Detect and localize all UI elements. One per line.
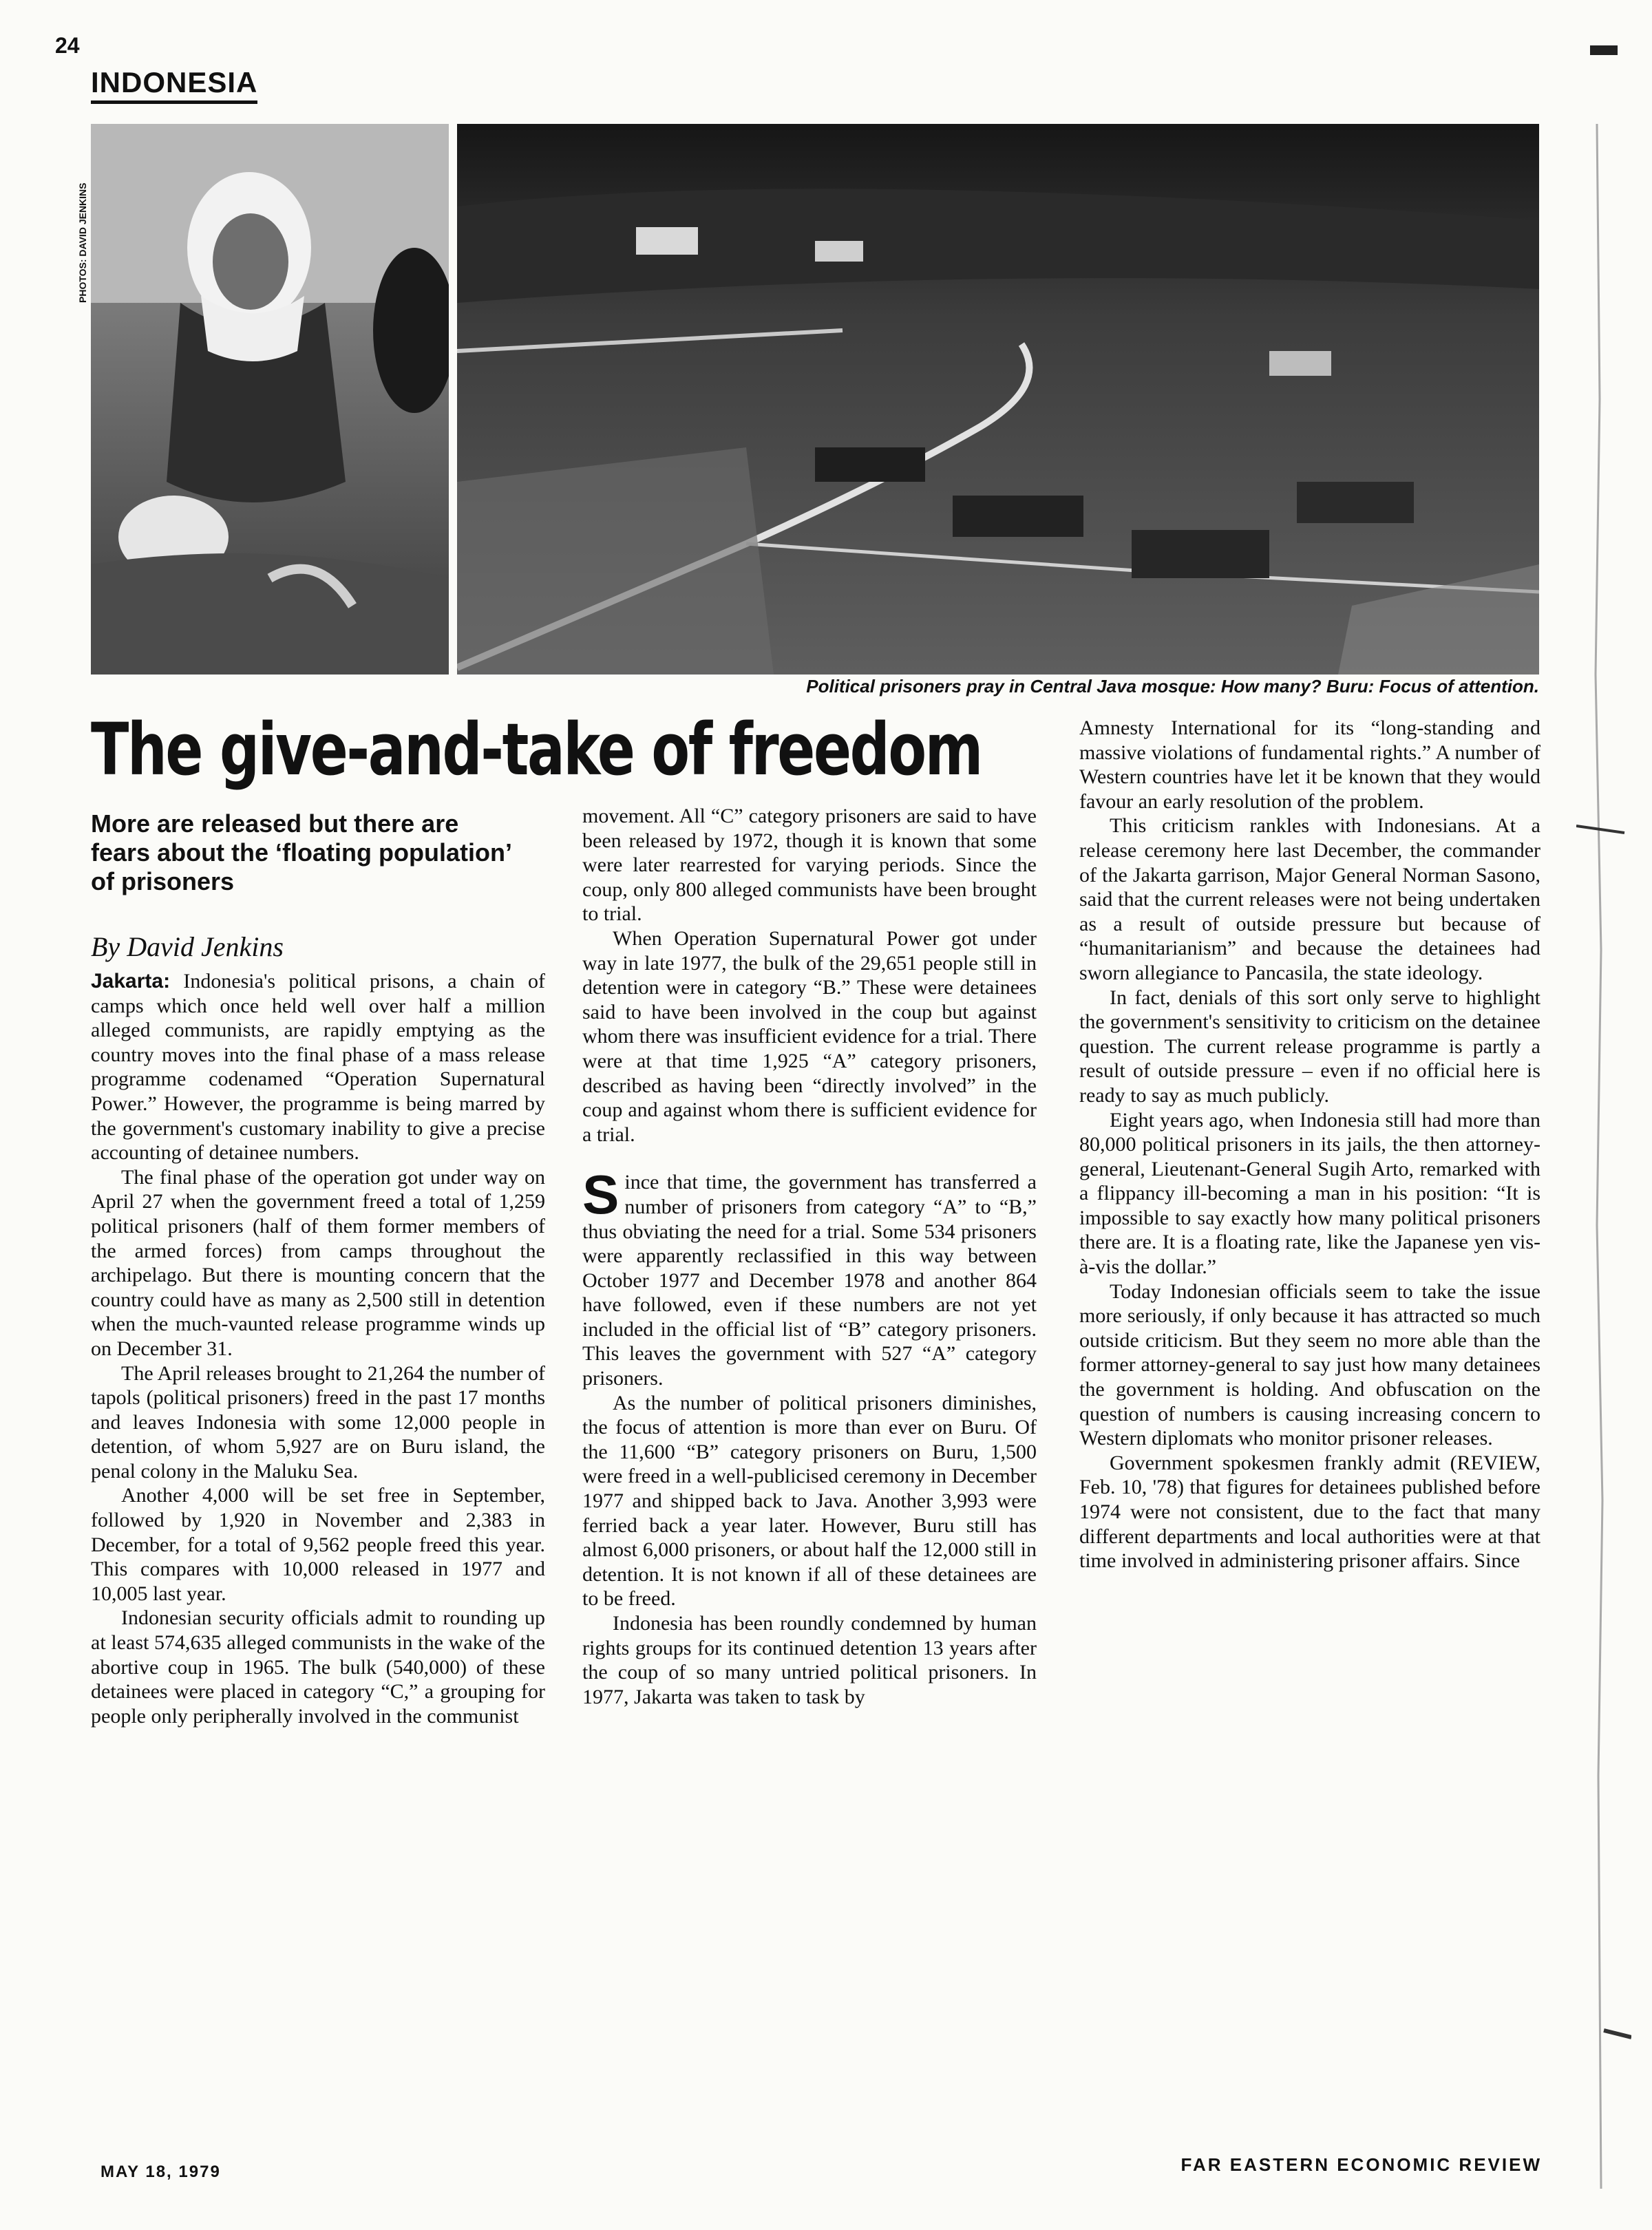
paragraph: Eight years ago, when Indonesia still had more than 80,000 political prisoners in its jails, the then attorney-general, Lieutenant-General Sugih Arto, remarked with a flippancy ill-becoming a man in his position: “It is impossible to say exactly how many political prisoners there are. It is a floating rate, like the Japanese yen vis-à-vis the dollar.”	[1079, 1108, 1540, 1279]
headline: The give-and-take of freedom	[91, 708, 982, 792]
drop-cap: S	[582, 1164, 620, 1226]
paragraph: Today Indonesian officials seem to take the issue more seriously, if only because it has attracted so much outside criticism. But they seem no more able than the former attorney-general to say just how many detainees the government is holding. And obfuscation on the question of numbers is causing increasing concern to Western diplomats who monitor prisoner releases.	[1079, 1279, 1540, 1450]
paragraph: Indonesian security officials admit to rounding up at least 574,635 alleged communists in the wake of the abortive coup in 1965. The bulk (540,000) of these detainees were placed in category “C,” a grouping for people only peripherally involved in the communist	[91, 1606, 545, 1728]
paragraph: Indonesia has been roundly condemned by human rights groups for its continued detention 13 years after the coup of so many untried political prisoners. In 1977, Jakarta was taken to task by	[582, 1612, 1037, 1708]
paragraph: movement. All “C” category prisoners are said to have been released by 1972, though it is known that some were later rearrested for varying periods. Since the coup, only 800 alleged communists have been brought to trial.	[582, 805, 1037, 926]
paragraph: In fact, denials of this sort only serve to highlight the government's sensitivity to criticism on the detainee question. The current release programme is partly a result of outside pressure – even if no official here is ready to say as much publicly.	[1079, 986, 1540, 1107]
scan-edge-strip	[1576, 124, 1631, 2189]
paragraph: As the number of political prisoners diminishes, the focus of attention is more than ever on Buru. Of the 11,600 “B” category prisoners on Buru, 1,500 were freed in a well-publicised ceremony in December 1977 and shipped back to Java. Another 3,993 were ferried back a year later. However, Buru still has almost 6,000 prisoners, or about half the 12,000 still in detention. It is not known if all of these detainees are to be freed.	[582, 1391, 1037, 1611]
deck: More are released but there are fears about the ‘floating population’ of prisoners	[91, 809, 511, 895]
photo-credit: PHOTOS: DAVID JENKINS	[77, 182, 88, 303]
dateline: Jakarta:	[91, 970, 171, 992]
page-number: 24	[55, 33, 80, 58]
article-column-3	[1079, 716, 1540, 1573]
paragraph: Amnesty International for its “long-standing and massive violations of fundamental rights.” A number of Western countries have let it be known that they would favour an early resolution of the problem.	[1079, 716, 1540, 813]
footer-date: MAY 18, 1979	[100, 2163, 221, 2181]
photo-mosque-prisoners	[91, 124, 449, 675]
scan-edge-mark	[1590, 45, 1618, 55]
section-label: INDONESIA	[91, 66, 257, 104]
photo-buru-aerial	[457, 124, 1539, 675]
paragraph	[91, 969, 545, 1165]
paragraph: Government spokesmen frankly admit (REVIEW, Feb. 10, '78) that figures for detainees published before 1974 were not consistent, due to the fact that many different departments and local authorities were at that time involved in administering prisoner affairs. Since	[1079, 1451, 1540, 1573]
paragraph-text: Indonesia's political prisons, a chain of camps which once held well over half a million alleged communists, are rapidly emptying as the country moves into the final phase of a mass release programme codenamed “Operation Supernatural Power.” However, the programme is being marred by the government's customary inability to give a precise accounting of detainee numbers.	[91, 970, 546, 1165]
byline: By David Jenkins	[91, 931, 284, 962]
paragraph: Another 4,000 will be set free in September, followed by 1,920 in November and 2,383 in December, for a total of 9,562 people freed this year. This compares with 10,000 released in 1977 and 10,005 last year.	[91, 1484, 545, 1605]
paragraph	[582, 1164, 1037, 1390]
paragraph: The April releases brought to 21,264 the number of tapols (political prisoners) freed in the past 17 months and leaves Indonesia with some 12,000 people in detention, of whom 5,927 are on Buru island, the penal colony in the Maluku Sea.	[91, 1361, 545, 1483]
paragraph: The final phase of the operation got under way on April 27 when the government freed a total of 1,259 political prisoners (half of them former members of the armed forces) from camps throughout the archipelago. But there is mounting concern that the country could have as many as 2,500 still in detention when the much-vaunted release programme winds up on December 31.	[91, 1165, 545, 1360]
photo-caption: Political prisoners pray in Central Java mosque: How many? Buru: Focus of attention.	[806, 676, 1539, 697]
article-column-1	[91, 969, 545, 1728]
paragraph: When Operation Supernatural Power got under way in late 1977, the bulk of the 29,651 people still in detention were in category “B.” These were detainees said to have been involved in the coup but against whom there was insufficient evidence for a trial. There were at that time 1,925 “A” category prisoners, described as having been “directly involved” in the coup and against whom there is sufficient evidence for a trial.	[582, 926, 1037, 1146]
paragraph: This criticism rankles with Indonesians. At a release ceremony here last December, the commander of the Jakarta garrison, Major General Norman Sasono, said that the current releases were not being undertaken as a result of outside pressure but because of “humanitarianism” and because the detainees had sworn allegiance to Pancasila, the state ideology.	[1079, 814, 1540, 984]
footer-publication: FAR EASTERN ECONOMIC REVIEW	[1180, 2154, 1542, 2175]
paragraph-text: ince that time, the government has transferred a number of prisoners from category “A” to “B,” thus obviating the need for a trial. Some 534 prisoners were apparently reclassified in this way between October 1977 and December 1978 and another 864 have followed, even if these numbers are not yet included in the official list of “B” category prisoners. This leaves the government with 527 “A” category prisoners.	[582, 1171, 1037, 1390]
article-column-2	[582, 804, 1037, 1709]
